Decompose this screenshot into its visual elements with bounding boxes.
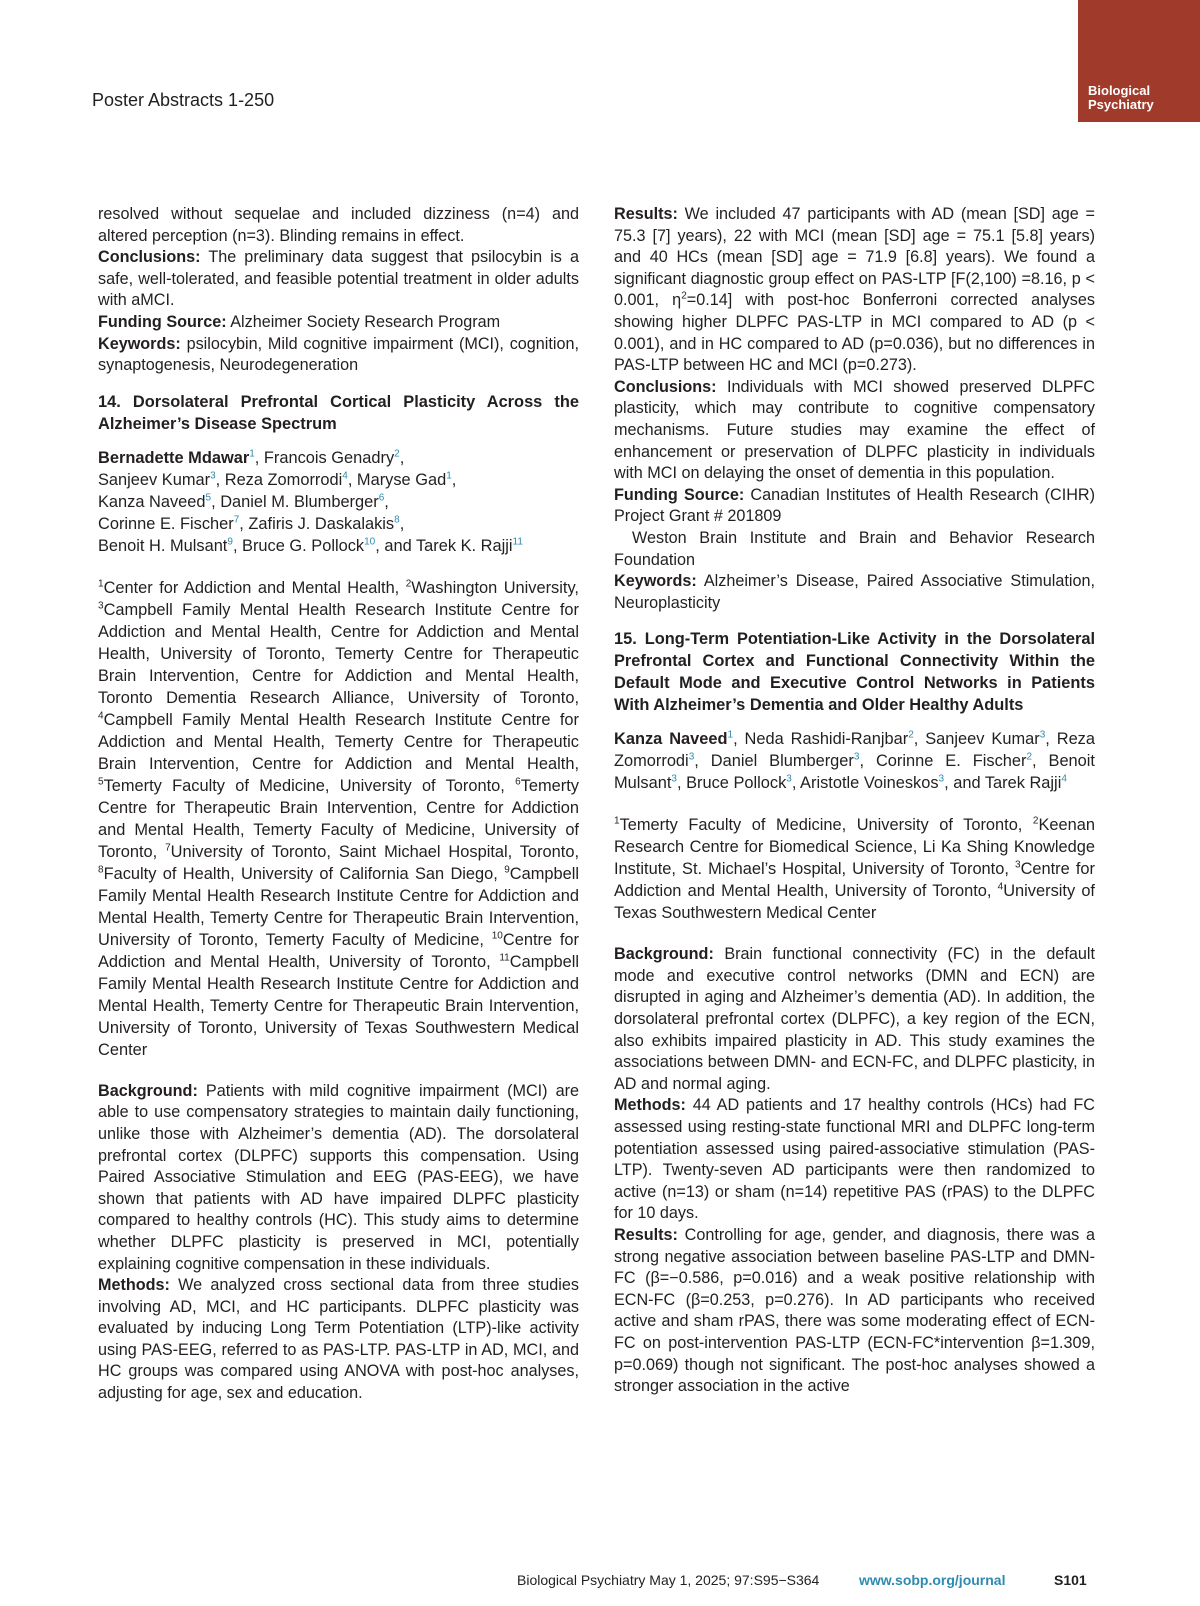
left-column: [98, 204, 579, 1405]
conclusions-paragraph: Conclusions: The preliminary data suggest that psilocybin is a safe, well-tolerated, and feasible potential treatment in older adults with aMCI.: [98, 248, 579, 310]
funding-paragraph-2: Weston Brain Institute and Brain and Behavior Research Foundation: [614, 528, 1095, 569]
abstract-14-affiliations: $^1$Center for Addiction and Mental Health, $^2$Washington University, $^3$Campbell Family Mental Health Research Institute Centre for Addiction and Mental Health, Centre for Addiction and Mental Health, University of Toronto, Temerty Centre for Therapeutic Brain Intervention, Centre for Addiction and Mental Health, Toronto Dementia Research Alliance, University of Toronto, $^4$Campbell Family Mental Health Research Institute Centre for Addiction and Mental Health, Temerty Centre for Therapeutic Brain Intervention, Centre for Addiction and Mental Health, $^5$Temerty Faculty of Medicine, University of Toronto, $^6$Temerty Centre for Therapeutic Brain Intervention, Centre for Addiction and Mental Health, Temerty Faculty of Medicine, University of Toronto, $^7$University of Toronto, Saint Michael Hospital, Toronto, $^8$Faculty of Health, University of California San Diego, $^9$Campbell Family Mental Health Research Institute Centre for Addiction and Mental Health, Temerty Centre for Therapeutic Brain Intervention, University of Toronto, Temerty Faculty of Medicine, $^{10}$Centre for Addiction and Mental Health, University of Toronto, $^{11}$Campbell Family Mental Health Research Institute Centre for Addiction and Mental Health, Temerty Centre for Therapeutic Brain Intervention, University of Toronto, University of Texas Southwestern Medical Center: [98, 578, 580, 1059]
abstract-14-authors: Bernadette Mdawar$^1$, Francois Genadry$^2$, Sanjeev Kumar$^3$, Reza Zomorrodi$^4$, Maryse Gad$^1$, Kanza Naveed$^5$, Daniel M. Blumberger$^6$, Corinne E. Fischer$^7$, Zafiris J. Daskalakis$^8$, Benoit H. Mulsant$^9$, Bruce G. Pollock$^{10}$, and Tarek K. Rajji$^{11}$: [98, 448, 523, 555]
abstract-15-authors: Kanza Naveed$^1$, Neda Rashidi-Ranjbar$^2$, Sanjeev Kumar$^3$, Reza Zomorrodi$^3$, Daniel Blumberger$^3$, Corinne E. Fischer$^2$, Benoit Mulsant$^3$, Bruce Pollock$^3$, Aristotle Voineskos$^3$, and Tarek Rajji$^4$: [614, 729, 1095, 793]
journal-citation: Biological Psychiatry May 1, 2025; 97:S95−S364: [517, 1572, 820, 1588]
results-paragraph: Results: We included 47 participants with AD (mean [SD] age = 75.3 [7] years), 22 with MCI (mean [SD] age = 75.1 [5.8] years) and 40 HCs (mean [SD] age = 71.9 [6.8] years). We found a significant diagnostic group effect on PAS-LTP [F(2,100) =8.16, p < 0.001, $\eta^2=0.14$] with post-hoc Bonferroni corrected analyses showing higher DLPFC PAS-LTP in MCI compared to AD (p < 0.001), and in HC compared to AD (p=0.036), but no differences in PAS-LTP between HC and MCI (p=0.273).: [614, 205, 1096, 375]
journal-logo-text: Biological Psychiatry: [1088, 83, 1154, 112]
journal-logo: [1078, 0, 1200, 122]
abstract-15-affiliations: $^1$Temerty Faculty of Medicine, University of Toronto, $^2$Keenan Research Centre for Biomedical Science, Li Ka Shing Knowledge Institute, St. Michael’s Hospital, University of Toronto, $^3$Centre for Addiction and Mental Health, University of Toronto, $^4$University of Texas Southwestern Medical Center: [614, 815, 1095, 923]
background-paragraph: Background: Patients with mild cognitive impairment (MCI) are able to use compensatory strategies to maintain daily functioning, unlike those with Alzheimer’s dementia (AD). The dorsolateral prefrontal cortex (DLPFC) supports this compensation. Using Paired Associative Stimulation and EEG (PAS-EEG), we have shown that patients with AD have impaired DLPFC plasticity compared to healthy controls (HC). This study aims to determine whether DLPFC plasticity is preserved in MCI, potentially explaining cognitive compensation in these individuals.: [98, 1081, 579, 1273]
funding-paragraph: Funding Source: Canadian Institutes of Health Research (CIHR) Project Grant # 201809: [614, 485, 1096, 526]
abstract-14-title: 14. Dorsolateral Prefrontal Cortical Plasticity Across the Alzheimer’s Disease Spectrum: [98, 392, 579, 433]
background-paragraph: Background: Brain functional connectivity (FC) in the default mode and executive control networks (DMN and ECN) are disrupted in aging and Alzheimer’s dementia (AD). In addition, the dorsolateral prefrontal cortex (DLPFC), a key region of the ECN, also exhibits impaired plasticity in AD. This study examines the associations between DMN- and ECN-FC, and DLPFC plasticity, in AD and normal aging.: [614, 945, 1095, 1093]
results-paragraph-2: Results: Controlling for age, gender, and diagnosis, there was a strong negative association between baseline PAS-LTP and DMN-FC (β=−0.586, p=0.016) and a weak positive relationship with ECN-FC (β=0.253, p=0.276). In AD participants who received active and sham rPAS, there was some moderating effect of ECN-FC on post-intervention PAS-LTP (ECN-FC*intervention β=1.309, p=0.069) though not significant. The post-hoc analyses showed a stronger association in the active: [614, 1226, 1095, 1396]
funding-paragraph: Funding Source: Alzheimer Society Research Program: [98, 312, 501, 331]
journal-url-link[interactable]: www.sobp.org/journal: [859, 1572, 1006, 1588]
right-column: [614, 204, 1095, 1398]
page-number: S101: [1054, 1572, 1087, 1588]
conclusions-paragraph: Conclusions: Individuals with MCI showed preserved DLPFC plasticity, which may contribute to cognitive compensatory mechanisms. Future studies may examine the effect of enhancement or preservation of DLPFC plasticity in individuals with MCI on delaying the onset of dementia in this population.: [614, 377, 1096, 483]
continued-text: resolved without sequelae and included dizziness (n=4) and altered perception (n=3). Blinding remains in effect.: [98, 205, 579, 245]
methods-paragraph: Methods: We analyzed cross sectional data from three studies involving AD, MCI, and HC participants. DLPFC plasticity was evaluated by inducing Long Term Potentiation (LTP)-like activity using PAS-EEG, referred to as PAS-LTP. PAS-LTP in AD, MCI, and HC groups was compared using ANOVA with post-hoc analyses, adjusting for age, sex and education.: [98, 1276, 580, 1403]
keywords-paragraph: Keywords: psilocybin, Mild cognitive impairment (MCI), cognition, synaptogenesis, Neurodegeneration: [98, 334, 579, 375]
keywords-paragraph: Keywords: Alzheimer’s Disease, Paired Associative Stimulation, Neuroplasticity: [614, 572, 1095, 612]
section-title: Poster Abstracts 1-250: [92, 90, 275, 110]
abstract-15-title: 15. Long-Term Potentiation-Like Activity in the Dorsolateral Prefrontal Cortex and Functional Connectivity Within the Default Mode and Executive Control Networks in Patients With Alzheimer’s Dementia and Older Healthy Adults: [614, 630, 1095, 715]
methods-paragraph: Methods: 44 AD patients and 17 healthy controls (HCs) had FC assessed using resting-state functional MRI and DLPFC long-term potentiation assessed using paired-associative stimulation (PAS-LTP). Twenty-seven AD participants were then randomized to active (n=13) or sham (n=14) repetitive PAS (rPAS) to the DLPFC for 10 days.: [614, 1096, 1095, 1223]
